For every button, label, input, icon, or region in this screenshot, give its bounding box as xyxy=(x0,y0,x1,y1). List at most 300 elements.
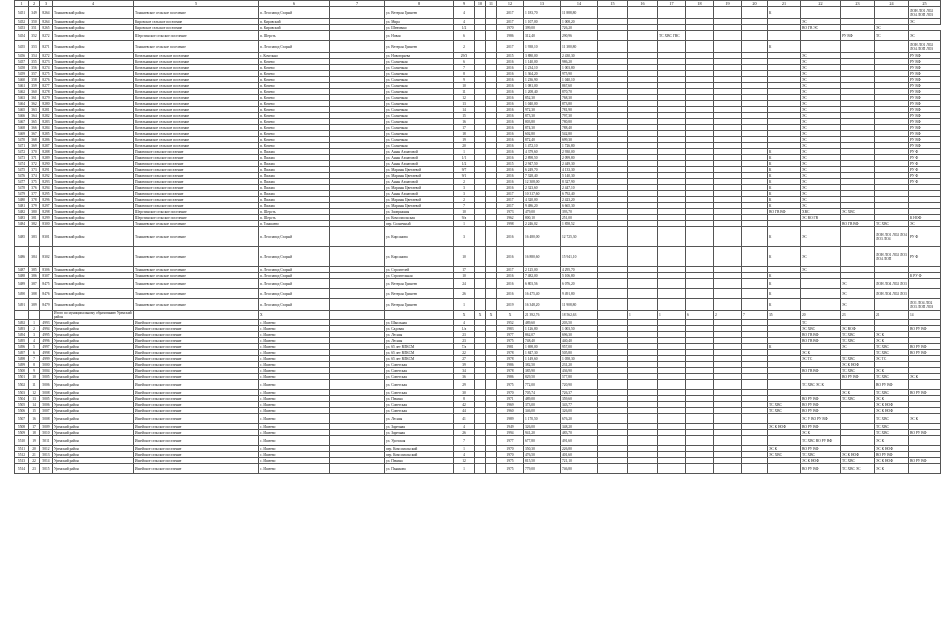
table-cell: п. Шерсть xyxy=(259,215,330,221)
table-cell: 386 xyxy=(29,273,40,279)
table-cell xyxy=(714,380,742,390)
table-cell: ВО ГВ ЭС xyxy=(801,25,841,31)
table-cell: ВО РУ ВФ xyxy=(909,344,941,350)
table-cell xyxy=(841,380,875,390)
table-cell: ВО ГВ ВФ xyxy=(801,338,841,344)
table-cell xyxy=(658,279,686,289)
table-cell: ул. Новая xyxy=(385,31,454,41)
table-cell: п. Кочево xyxy=(259,89,330,95)
table-cell: 382 xyxy=(29,221,40,227)
table-cell: 4997 xyxy=(40,344,53,350)
table-cell: Тоншаевский район xyxy=(53,89,134,95)
table-cell xyxy=(486,436,497,446)
table-cell: п. Пижма xyxy=(259,173,330,179)
table-cell xyxy=(801,41,841,53)
table-cell: 5476 xyxy=(15,173,29,179)
table-cell: Кировское сельское поселение xyxy=(134,25,259,31)
column-number: 17 xyxy=(658,1,686,7)
table-cell xyxy=(714,227,742,247)
table-cell: ул. Солнечная xyxy=(385,77,454,83)
table-cell: 360 xyxy=(29,89,40,95)
table-cell: пер. Комсомольский xyxy=(385,452,454,458)
table-cell: 2016 xyxy=(497,167,524,173)
table-cell: 5460 xyxy=(15,77,29,83)
table-cell: 8285 xyxy=(40,131,53,137)
table-cell: 353 xyxy=(29,41,40,53)
table-cell: 2 246,02 xyxy=(524,221,561,227)
table-cell: 1 858,52 xyxy=(561,221,598,227)
table-cell: 8 xyxy=(454,396,475,402)
table-cell: Тоншаевский район xyxy=(53,267,134,273)
table-cell: 1975 xyxy=(497,464,524,474)
table-cell: ул. Советская xyxy=(385,368,454,374)
table-cell: 13 xyxy=(454,101,475,107)
table-cell: п. Пижма xyxy=(259,179,330,185)
table-cell: 5010 xyxy=(40,430,53,436)
table-cell: 8301 xyxy=(40,227,53,247)
table-cell: Кочельнинское сельское поселение xyxy=(134,143,259,149)
table-cell xyxy=(330,289,385,299)
table-cell: ул. Анны Ахматовой xyxy=(385,191,454,197)
table-cell: Тоншаевское сельское поселение xyxy=(134,267,259,273)
table-cell: Тоншаевский район xyxy=(53,221,134,227)
table-cell xyxy=(768,31,801,41)
table-cell: 6 076,20 xyxy=(561,279,598,289)
table-cell: 2 449,30 xyxy=(561,161,598,167)
table-cell xyxy=(330,7,385,19)
table-cell xyxy=(909,380,941,390)
table-cell: ВО РУ ВФ xyxy=(875,452,909,458)
table-cell: 726,20 xyxy=(561,25,598,31)
table-cell: К xyxy=(768,41,801,53)
table-cell: 377 xyxy=(29,191,40,197)
table-cell: 781,90 xyxy=(561,107,598,113)
table-cell: ЭС xyxy=(801,77,841,83)
table-cell: 5477 xyxy=(15,179,29,185)
table-cell: 5483 xyxy=(15,215,29,221)
table-cell: 4 xyxy=(454,452,475,458)
table-cell: Пижемское сельское поселение xyxy=(134,185,259,191)
table-cell: 399,00 xyxy=(524,25,561,31)
table-cell: 800,10 xyxy=(524,215,561,221)
table-row xyxy=(15,380,941,390)
table-cell xyxy=(486,31,497,41)
table-cell: 373 xyxy=(29,167,40,173)
table-cell: 2016 xyxy=(497,95,524,101)
table-cell xyxy=(598,436,628,446)
table-cell: п. Кировский xyxy=(259,25,330,31)
table-cell: ул. Марины Цветаевой xyxy=(385,197,454,203)
table-cell: Пижемское сельское поселение xyxy=(134,179,259,185)
table-cell: РУ ВФ xyxy=(909,83,941,89)
table-cell: ТС xyxy=(801,320,841,326)
table-cell: 9/7 xyxy=(454,167,475,173)
table-cell: 7 482,00 xyxy=(524,273,561,279)
registry-sheet xyxy=(14,0,934,474)
table-cell: 16 475,40 xyxy=(524,289,561,299)
table-cell: с. Кочельно xyxy=(259,53,330,59)
table-cell: 8292 xyxy=(40,173,53,179)
table-cell: ул. Советская xyxy=(385,390,454,396)
table-cell: 1 472,10 xyxy=(524,143,561,149)
table-cell: Кочельнинское сельское поселение xyxy=(134,71,259,77)
table-cell: 384 xyxy=(29,247,40,267)
table-cell xyxy=(742,436,768,446)
table-cell: 41 xyxy=(454,414,475,424)
table-cell xyxy=(658,247,686,267)
table-cell: 8307 xyxy=(40,273,53,279)
table-cell: Х xyxy=(486,311,497,320)
table-cell: 721,10 xyxy=(561,458,598,464)
table-cell: с. Ишеево xyxy=(259,362,330,368)
table-cell: 5485 xyxy=(15,227,29,247)
table-cell: ЭС xyxy=(801,227,841,247)
table-cell: Ишейское сельское поселение xyxy=(134,338,259,344)
table-cell: 366 xyxy=(29,125,40,131)
table-cell: с. Ишеево xyxy=(259,356,330,362)
table-cell: с. Ишеево xyxy=(259,408,330,414)
table-cell xyxy=(628,380,658,390)
table-cell: РУ Ф xyxy=(909,161,941,167)
table-cell: Тоншаевский район xyxy=(53,83,134,89)
table-cell xyxy=(686,247,714,267)
table-cell xyxy=(742,289,768,299)
table-cell: 2 125,00 xyxy=(524,267,561,273)
table-cell: 4998 xyxy=(40,350,53,356)
table-cell xyxy=(134,311,259,320)
table-cell: Уренский район xyxy=(53,446,134,452)
table-cell: ЭС ХВС xyxy=(841,209,875,215)
table-cell: 5011 xyxy=(40,436,53,446)
table-cell: ул. Строительная xyxy=(385,273,454,279)
table-cell: ЭС xyxy=(801,125,841,131)
table-cell: 1 170,50 xyxy=(524,414,561,424)
table-cell: 10 xyxy=(454,83,475,89)
table-cell: Уренский район xyxy=(53,436,134,446)
table-cell: 290,96 xyxy=(561,31,598,41)
table-cell: ул. Солнечная xyxy=(385,59,454,65)
table-cell: 5008 xyxy=(40,390,53,396)
table-cell: 5506 xyxy=(15,408,29,414)
table-cell: ЭС xyxy=(909,221,941,227)
table-cell: 1949 xyxy=(497,424,524,430)
table-cell: 7 xyxy=(454,203,475,209)
table-cell: ул. Анны Ахматовой xyxy=(385,155,454,161)
table-cell: ЭС xyxy=(801,167,841,173)
table-cell: ул. Школьная xyxy=(385,320,454,326)
table-cell: ЭС К xyxy=(875,396,909,402)
table-cell: 12 xyxy=(454,458,475,464)
table-cell: 8297 xyxy=(40,203,53,209)
table-cell: Тоншаевское сельское поселение xyxy=(134,7,259,19)
table-cell: 2 xyxy=(454,197,475,203)
table-cell: 4 133,30 xyxy=(561,167,598,173)
table-cell xyxy=(475,279,486,289)
table-cell: РУ ВФ xyxy=(841,31,875,41)
table-cell: 10 xyxy=(454,209,475,215)
table-cell xyxy=(330,464,385,474)
table-cell: с. Ишеево xyxy=(259,414,330,424)
table-cell: Уренский район xyxy=(53,344,134,350)
table-cell: с. Ишеево xyxy=(259,320,330,326)
table-cell: 8300 xyxy=(40,221,53,227)
table-cell: 3 xyxy=(454,185,475,191)
table-cell: 346,00 xyxy=(524,408,561,414)
table-cell: ЭС xyxy=(801,19,841,25)
table-cell: 364 xyxy=(29,113,40,119)
table-cell: 5457 xyxy=(15,59,29,65)
table-cell: 5013 xyxy=(40,452,53,458)
table-cell xyxy=(628,41,658,53)
table-cell: 1975 xyxy=(497,380,524,390)
table-cell: РУ Ф xyxy=(909,227,941,247)
table-cell: 5491 xyxy=(15,299,29,311)
table-cell xyxy=(475,7,486,19)
table-cell: Тоншаевский район xyxy=(53,53,134,59)
table-cell: 8299 xyxy=(40,215,53,221)
table-cell: Ишейское сельское поселение xyxy=(134,408,259,414)
table-cell: Уренский район xyxy=(53,402,134,408)
table-cell: 19 xyxy=(29,436,40,446)
table-cell xyxy=(841,436,875,446)
table-cell: Тоншаевский район xyxy=(53,131,134,137)
table-cell: 1 xyxy=(454,221,475,227)
table-cell: 1 208,40 xyxy=(524,89,561,95)
table-cell: п. Кочево xyxy=(259,119,330,125)
table-cell: п. Кочево xyxy=(259,83,330,89)
table-cell: 1 xyxy=(29,320,40,326)
table-cell: К xyxy=(768,344,801,350)
table-cell: 12 xyxy=(454,95,475,101)
table-cell xyxy=(598,279,628,289)
table-cell: 5452 xyxy=(15,19,29,25)
table-cell: К xyxy=(768,203,801,209)
table-cell: ТС ХВС ВО РУ ВФ xyxy=(801,436,841,446)
table-cell xyxy=(686,289,714,299)
table-cell: 2015 xyxy=(497,161,524,167)
table-cell: ТС ХВС ГВС xyxy=(658,31,686,41)
table-cell: К xyxy=(768,227,801,247)
table-cell xyxy=(330,311,385,320)
table-cell: 348,20 xyxy=(561,424,598,430)
table-cell: Уренский район xyxy=(53,356,134,362)
table-cell: 1973 xyxy=(497,209,524,215)
table-cell: 8295 xyxy=(40,191,53,197)
table-cell: Тоншаевский район xyxy=(53,179,134,185)
table-cell: ЭС К НОФ xyxy=(841,362,875,368)
table-cell: 5455 xyxy=(15,41,29,53)
table-cell: ЭС К НОФ xyxy=(875,402,909,408)
table-cell: 542,80 xyxy=(561,131,598,137)
column-number: 9 xyxy=(454,1,475,7)
table-cell: 1/1 xyxy=(454,155,475,161)
table-cell: ВО РУ ВФ xyxy=(801,396,841,402)
table-row xyxy=(15,7,941,19)
table-cell: 5006 xyxy=(40,380,53,390)
table-cell xyxy=(686,227,714,247)
table-cell xyxy=(658,414,686,424)
table-cell: Тоншаевский район xyxy=(53,209,134,215)
table-cell: 1 xyxy=(454,149,475,155)
table-cell: Ишейское сельское поселение xyxy=(134,464,259,474)
table-cell xyxy=(686,279,714,289)
table-cell: 2 xyxy=(454,41,475,53)
table-cell: 8302 xyxy=(40,247,53,267)
table-cell: 2016 xyxy=(497,101,524,107)
table-cell: 19 xyxy=(454,137,475,143)
table-cell: 602,80 xyxy=(524,131,561,137)
table-cell: 9 491,80 xyxy=(561,289,598,299)
table-cell: 5495 xyxy=(15,338,29,344)
table-cell: ТС ХВС ЭС xyxy=(841,464,875,474)
table-cell: ул. Заовражная xyxy=(385,209,454,215)
table-cell: 16 xyxy=(29,414,40,424)
table-cell xyxy=(628,7,658,19)
table-cell: Тоншаевский район xyxy=(53,125,134,131)
table-cell: 22 xyxy=(454,350,475,356)
table-cell xyxy=(714,464,742,474)
table-cell: ТС ХВС xyxy=(875,430,909,436)
table-cell: 23 xyxy=(29,464,40,474)
table-row xyxy=(15,436,941,446)
table-cell: Тоншаевский район xyxy=(53,71,134,77)
table-cell: 829,50 xyxy=(524,374,561,380)
table-cell: п. Пижма xyxy=(259,167,330,173)
table-row xyxy=(15,464,941,474)
table-cell: 381 xyxy=(29,215,40,221)
table-cell: 5454 xyxy=(15,31,29,41)
table-cell xyxy=(686,299,714,311)
table-cell: Уренский район xyxy=(53,452,134,458)
table-cell: 1 364,20 xyxy=(524,71,561,77)
table-cell: 1952 xyxy=(497,320,524,326)
table-cell: 4994 xyxy=(40,326,53,332)
table-cell: 5514 xyxy=(15,464,29,474)
table-cell: 1986 xyxy=(497,31,524,41)
table-cell: ул. Солнечная xyxy=(385,89,454,95)
table-cell: 2016 xyxy=(497,137,524,143)
table-cell: ЭС xyxy=(801,53,841,59)
table-cell: 8479 xyxy=(40,299,53,311)
table-cell: п. Тоншаево xyxy=(259,221,330,227)
table-cell: ХВС xyxy=(801,209,841,215)
table-cell: 8294 xyxy=(40,185,53,191)
table-cell: п. Кочево xyxy=(259,65,330,71)
table-cell: 387 xyxy=(29,279,40,289)
table-cell: Тоншаевский район xyxy=(53,59,134,65)
table-cell: 5462 xyxy=(15,89,29,95)
table-cell: 20 xyxy=(801,311,841,320)
table-cell: 393,70 xyxy=(561,209,598,215)
table-cell: Уренский район xyxy=(53,350,134,356)
table-cell: 376 xyxy=(29,185,40,191)
table-cell: ВО РУ ВФ xyxy=(909,390,941,396)
table-cell: 479,00 xyxy=(524,209,561,215)
table-cell: 5503 xyxy=(15,390,29,396)
table-cell: ЛОН ЛО1 ЛО2 ЛО4 ЛОП ЛО3 xyxy=(909,41,941,53)
table-cell: 5504 xyxy=(15,396,29,402)
table-cell: 7 328,40 xyxy=(524,173,561,179)
table-cell: Уренский район xyxy=(53,464,134,474)
table-cell xyxy=(686,414,714,424)
table-cell: 8298 xyxy=(40,209,53,215)
table-cell: с. Ишеево xyxy=(259,368,330,374)
table-cell: 361 xyxy=(29,95,40,101)
table-cell: Ишейское сельское поселение xyxy=(134,320,259,326)
table-cell: 7 xyxy=(29,356,40,362)
table-cell: 5470 xyxy=(15,137,29,143)
table-cell: 5512 xyxy=(15,452,29,458)
table-cell: 12 725,30 xyxy=(561,227,598,247)
table-cell: с. Ишеево xyxy=(259,390,330,396)
table-cell: 6 249,70 xyxy=(524,167,561,173)
table-cell: п. Кочево xyxy=(259,131,330,137)
table-cell: 797,30 xyxy=(561,113,598,119)
table-cell: 10 xyxy=(454,247,475,267)
column-number: 7 xyxy=(330,1,385,7)
table-cell: 27 xyxy=(454,356,475,362)
table-cell: 1 xyxy=(454,446,475,452)
table-cell: ул. Заречная xyxy=(385,424,454,430)
table-cell: 15 941,10 xyxy=(561,247,598,267)
table-cell: 696,30 xyxy=(561,332,598,338)
table-cell xyxy=(598,299,628,311)
table-cell: Тоншаевский район xyxy=(53,65,134,71)
table-cell: ЭС xyxy=(801,161,841,167)
table-cell: ЭС ТС xyxy=(875,356,909,362)
table-cell: ВО РУ ВФ xyxy=(909,458,941,464)
table-cell: 1 107,00 xyxy=(524,19,561,25)
table-cell: 1960 xyxy=(497,408,524,414)
table-cell: ВО ГВ ВФ xyxy=(801,368,841,374)
table-cell: 5489 xyxy=(15,279,29,289)
table-cell: Кировское сельское поселение xyxy=(134,19,259,25)
table-cell xyxy=(475,41,486,53)
table-cell: Тоншаевский район xyxy=(53,77,134,83)
table-row xyxy=(15,41,941,53)
table-cell: Ишейское сельское поселение xyxy=(134,402,259,408)
table-cell: ЭС К xyxy=(801,430,841,436)
table-cell: ВО РУ ВФ xyxy=(909,430,941,436)
table-cell: ул. Анны Ахматовой xyxy=(385,161,454,167)
table-cell: Х xyxy=(475,311,486,320)
table-cell xyxy=(658,380,686,390)
table-cell: 14 xyxy=(29,402,40,408)
table-cell: п. Пижма xyxy=(259,155,330,161)
table-cell: п. Лесозавод Старый xyxy=(259,299,330,311)
table-cell xyxy=(686,436,714,446)
table-cell: 699,30 xyxy=(561,137,598,143)
table-cell: 505,80 xyxy=(561,350,598,356)
table-cell: Кочельнинское сельское поселение xyxy=(134,59,259,65)
table-cell: ЭС xyxy=(801,197,841,203)
table-cell: 5 106,80 xyxy=(561,273,598,279)
table-cell: 2016 xyxy=(497,185,524,191)
table-cell: 1 183,70 xyxy=(524,7,561,19)
table-cell: 4 xyxy=(454,320,475,326)
table-cell: 39 xyxy=(454,362,475,368)
table-cell: ЭС К xyxy=(875,332,909,338)
table-cell: 8272 xyxy=(40,31,53,41)
column-number: 24 xyxy=(875,1,909,7)
table-cell: ул. Солнечная xyxy=(385,107,454,113)
table-cell: 941,20 xyxy=(524,430,561,436)
table-cell: п. Лесозавод Старый xyxy=(259,41,330,53)
table-cell: п. Кочево xyxy=(259,77,330,83)
table-cell: 748,40 xyxy=(524,338,561,344)
table-cell: Уренский район xyxy=(53,338,134,344)
table-cell: 9/а xyxy=(454,215,475,221)
